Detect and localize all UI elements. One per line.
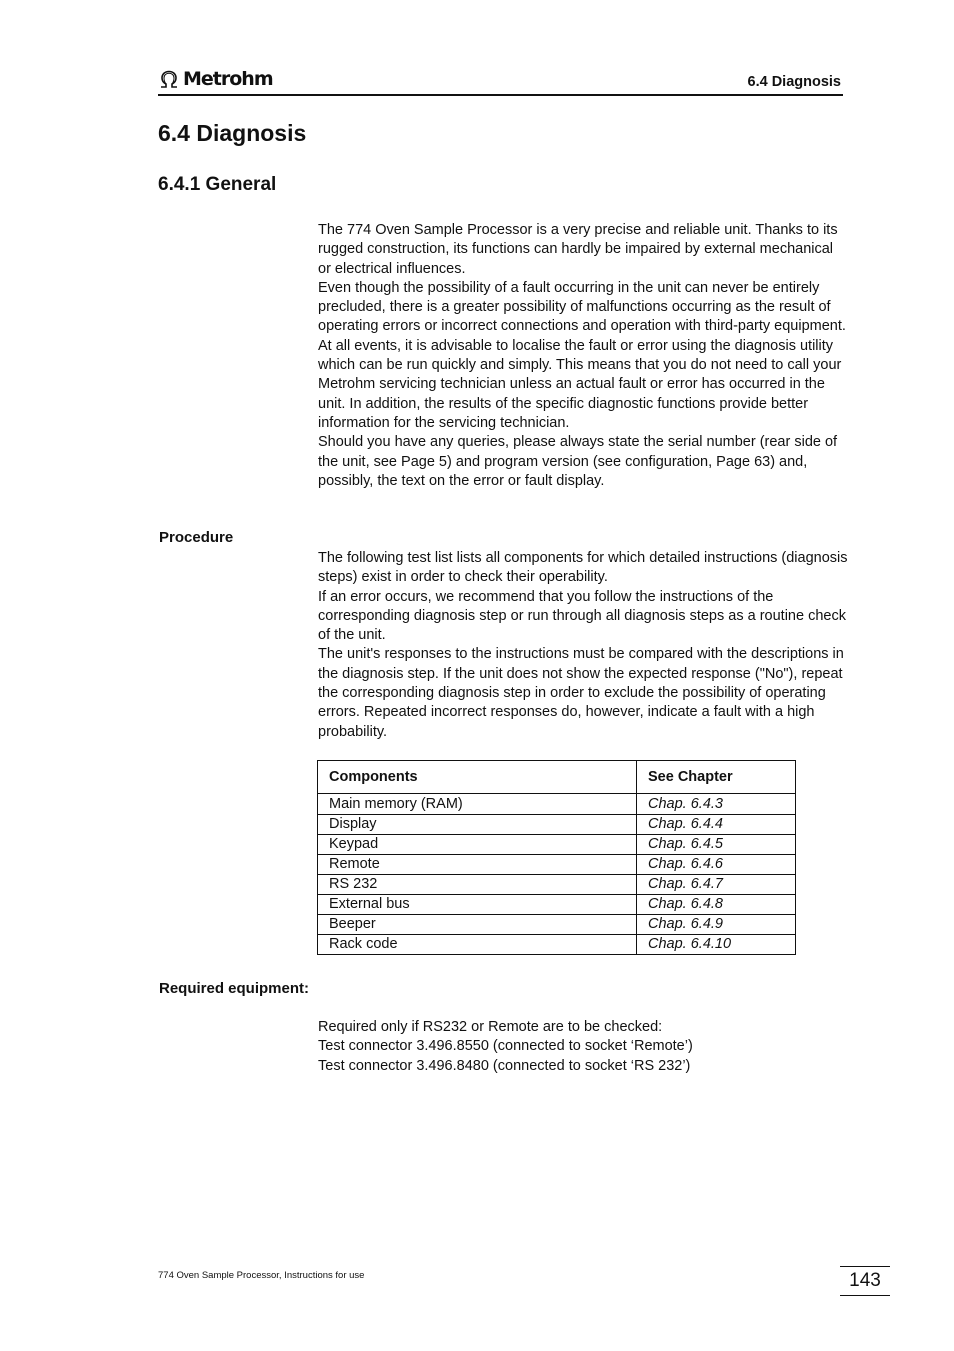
component-cell: Keypad [318,835,637,855]
metrohm-omega-icon [158,68,180,90]
equipment-line: Test connector 3.496.8480 (connected to socket ‘RS 232’) [318,1057,691,1074]
component-cell: Remote [318,855,637,875]
component-cell: Display [318,815,637,835]
chapter-cell: Chap. 6.4.10 [637,935,796,955]
column-header-components: Components [318,761,637,794]
table-row [318,855,796,875]
paragraph: Should you have any queries, please always state the serial number (rear side of the unit, see Page 5) and program version (see configuration, Page 63) and, possibly, the text on the error or fault display. [318,434,838,489]
equipment-line: Required only if RS232 or Remote are to be checked: [318,1019,663,1035]
table-header-row [318,761,796,794]
table-row [318,875,796,895]
components-table [317,760,796,955]
logo-text: Metrohm [183,68,273,90]
required-equipment-label: Required equipment: [159,980,310,997]
chapter-cell: Chap. 6.4.4 [637,815,796,835]
chapter-cell: Chap. 6.4.8 [637,895,796,915]
paragraph: Even though the possibility of a fault occurring in the unit can never be entirely precluded, there is a greater possibility of malfunctions occurring as the result of operating errors or incorrect connections and operation with third-party equipment. [318,279,846,335]
column-header-chapter: See Chapter [637,761,796,794]
paragraph: The 774 Oven Sample Processor is a very precise and reliable unit. Thanks to its rugged construction, its functions can hardly be impaired by external mechanical or electrical influences. [318,222,838,277]
component-cell: Rack code [318,935,637,955]
table-row [318,815,796,835]
equipment-line: Test connector 3.496.8550 (connected to socket ‘Remote’) [318,1038,693,1055]
required-equipment-text [318,1018,848,1076]
header-section-title: 6.4 Diagnosis [747,74,841,90]
table-row [318,895,796,915]
chapter-cell: Chap. 6.4.3 [637,794,796,815]
component-cell: RS 232 [318,875,637,895]
paragraph: The following test list lists all components for which detailed instructions (diagnosis steps) exist in order to check their operability. [318,550,848,586]
chapter-cell: Chap. 6.4.9 [637,915,796,935]
subsection-title: 6.4.1 General [158,174,277,195]
page-number: 143 [840,1266,890,1296]
table-row [318,835,796,855]
paragraph: The unit's responses to the instructions must be compared with the descriptions in the diagnosis step. If the unit does not show the expected response ("No"), repeat the corresponding diagnosis step in order to exclude the possibility of operating errors. Repeated incorrect responses do, however, indicate a fault with a high probability. [318,646,844,740]
component-cell: External bus [318,895,637,915]
table-row [318,915,796,935]
chapter-cell: Chap. 6.4.6 [637,855,796,875]
section-title: 6.4 Diagnosis [158,120,307,146]
chapter-cell: Chap. 6.4.7 [637,875,796,895]
logo [158,68,273,90]
paragraph: At all events, it is advisable to localise the fault or error using the diagnosis utility which can be run quickly and simply. This means that you do not need to call your Metrohm servicing technician unless an actual fault or error has occurred in the unit. In addition, the results of the specific diagnostic functions provide better information for the servicing technician. [318,337,842,431]
paragraph: If an error occurs, we recommend that you follow the instructions of the corresponding diagnosis step or run through all diagnosis steps as a routine check of the unit. [318,588,846,644]
general-text [318,221,848,491]
footer-text: 774 Oven Sample Processor, Instructions for use [158,1270,365,1281]
page-header [158,64,843,96]
table-row [318,794,796,815]
procedure-label: Procedure [159,529,234,546]
component-cell: Beeper [318,915,637,935]
chapter-cell: Chap. 6.4.5 [637,835,796,855]
component-cell: Main memory (RAM) [318,794,637,815]
table-row [318,935,796,955]
procedure-text [318,549,848,742]
